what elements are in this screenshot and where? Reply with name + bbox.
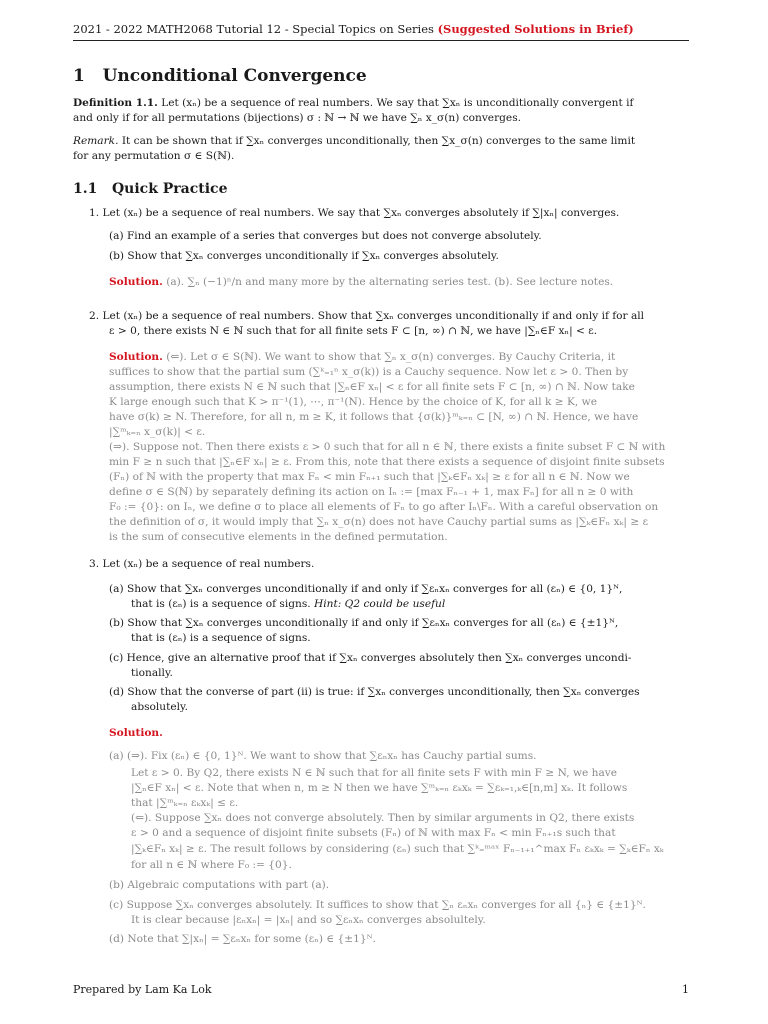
q2-stem-line-1: 2. Let (xₙ) be a sequence of real numbers. Show that ∑xₙ converges unconditionally if and only if for all (89, 310, 645, 322)
subsection-title: Quick Practice (111, 181, 228, 197)
q3-solution-a-line-4: that |∑ᵐₖ₌ₙ εₖxₖ| ≤ ε. (131, 797, 239, 809)
header-title: 2021 - 2022 MATH2068 Tutorial 12 - Special Topics on Series (73, 22, 438, 36)
q1-solution: Solution. (a). ∑ₙ (−1)ⁿ/n and many more by the alternating series test. (b). See lecture notes. (109, 276, 614, 288)
q3-solution-c-line-1: (c) Suppose ∑xₙ converges absolutely. It suffices to show that ∑ₙ εₙxₙ converges for all {ₙ} ∈ {±1}ᴺ. (109, 899, 646, 911)
q2-solution-line-12: the definition of σ, it would imply that ∑ₙ x_σ(n) does not have Cauchy partial sums as |∑ₖ∈Fₙ xₖ| ≥ ε (109, 516, 649, 528)
section-number: 1 (73, 66, 85, 86)
q3-solution-label: Solution. (109, 727, 163, 739)
remark-line-1: Remark. It can be shown that if ∑xₙ converges unconditionally, then ∑x_σ(n) converges to the same limit (73, 135, 636, 147)
subsection-heading (73, 181, 228, 197)
q2-solution-line-3: assumption, there exists N ∈ ℕ such that |∑ₙ∈F xₙ| < ε for all finite sets F ⊂ [n, ∞) ∩ ℕ. Now take (109, 381, 635, 393)
q3-stem: 3. Let (xₙ) be a sequence of real numbers. (89, 558, 315, 570)
q3-part-a-line-1: (a) Show that ∑xₙ converges unconditionally if and only if ∑εₙxₙ converges for all (εₙ) ∈ {0, 1}ᴺ, (109, 583, 623, 595)
running-header (73, 22, 689, 41)
q3-solution-a-line-2: Let ε > 0. By Q2, there exists N ∈ ℕ such that for all finite sets F with min F ≥ N, we have (131, 767, 618, 779)
q3-solution-a-line-7: |∑ₖ∈Fₙ xₖ| ≥ ε. The result follows by considering (εₙ) such that ∑ᵏ₌ᵐᵃˣ Fₙ₋₁₊₁^max Fₙ εₖxₖ = ∑ₖ∈Fₙ xₖ (131, 843, 664, 855)
q3-solution-a-line-8: for all n ∈ ℕ where F₀ := {0}. (131, 859, 292, 871)
q3-solution-c-line-2: It is clear because |εₙxₙ| = |xₙ| and so ∑εₙxₙ converges absolultely. (131, 914, 486, 926)
remark-line-2: for any permutation σ ∈ S(ℕ). (73, 150, 235, 162)
definition-line-2: and only if for all permutations (bijections) σ : ℕ → ℕ we have ∑ₙ x_σ(n) converges. (73, 112, 521, 124)
q2-stem-line-2: ε > 0, there exists N ∈ ℕ such that for all finite sets F ⊂ [n, ∞) ∩ ℕ, we have |∑ₙ∈F xₙ| < ε. (109, 325, 598, 337)
section-heading (73, 66, 367, 86)
q2-solution-line-10: define σ ∈ S(ℕ) by separately defining its action on Iₙ := [max Fₙ₋₁ + 1, max Fₙ] for all n ≥ 0 with (109, 486, 634, 498)
q3-part-d-line-2: absolutely. (131, 701, 188, 713)
page-footer (73, 983, 689, 996)
q2-solution-line-4: K large enough such that K > π⁻¹(1), ⋯, π⁻¹(N). Hence by the choice of K, for all k ≥ K, we (109, 396, 597, 408)
q3-part-b-line-2: that is (εₙ) is a sequence of signs. (131, 632, 311, 644)
section-title: Unconditional Convergence (102, 66, 367, 86)
q3-solution-b: (b) Algebraic computations with part (a). (109, 879, 330, 891)
q3-part-c-line-1: (c) Hence, give an alternative proof that if ∑xₙ converges absolutely then ∑xₙ converges uncondi- (109, 652, 632, 664)
q3-part-a-line-2: that is (εₙ) is a sequence of signs. Hint: Q2 could be useful (131, 598, 446, 610)
q1-part-b: (b) Show that ∑xₙ converges unconditionally if ∑xₙ converges absolutely. (109, 250, 499, 262)
q2-solution-line-5: have σ(k) ≥ N. Therefore, for all n, m ≥ K, it follows that {σ(k)}ᵐₖ₌ₙ ⊂ [N, ∞) ∩ ℕ. Hence, we have (109, 411, 639, 423)
q2-solution-line-8: min F ≥ n such that |∑ₙ∈F xₙ| ≥ ε. From this, note that there exists a sequence of disjoint finite subsets (109, 456, 665, 468)
definition-line-1: Definition 1.1. Let (xₙ) be a sequence of real numbers. We say that ∑xₙ is unconditionally convergent if (73, 97, 634, 109)
header-highlight: (Suggested Solutions in Brief) (437, 22, 634, 36)
q1-part-a: (a) Find an example of a series that converges but does not converge absolutely. (109, 230, 542, 242)
q3-part-d-line-1: (d) Show that the converse of part (ii) is true: if ∑xₙ converges unconditionally, then ∑xₙ converges (109, 686, 640, 698)
q3-solution-a-line-6: ε > 0 and a sequence of disjoint finite subsets (Fₙ) of ℕ with max Fₙ < min Fₙ₊₁s such that (131, 827, 616, 839)
q3-hint: Hint: Q2 could be useful (310, 598, 446, 610)
q2-solution-line-7: (⇒). Suppose not. Then there exists ε > 0 such that for all n ∈ ℕ, there exists a finite subset F ⊂ ℕ with (109, 441, 666, 453)
q2-solution-line-6: |∑ᵐₖ₌ₙ x_σ(k)| < ε. (109, 426, 206, 438)
q2-solution-line-13: is the sum of consecutive elements in the defined permutation. (109, 531, 448, 543)
q1-stem: 1. Let (xₙ) be a sequence of real numbers. We say that ∑xₙ converges absolutely if ∑|xₙ| converges. (89, 207, 620, 219)
subsection-number: 1.1 (73, 181, 98, 197)
q3-part-c-line-2: tionally. (131, 667, 173, 679)
q2-solution-line-2: suffices to show that the partial sum (∑ᵏ₌₁ⁿ x_σ(k)) is a Cauchy sequence. Now let ε > 0. Then by (109, 366, 629, 378)
solution-label: Solution. (109, 351, 163, 363)
q2-solution-line-9: (Fₙ) of ℕ with the property that max Fₙ < min Fₙ₊₁ such that |∑ₖ∈Fₙ xₖ| ≥ ε for all n ∈ ℕ. Now we (109, 471, 630, 483)
q3-solution-a-line-5: (⇐). Suppose ∑xₙ does not converge absolutely. Then by similar arguments in Q2, there exists (131, 812, 635, 824)
page-number: 1 (682, 983, 689, 996)
q2-solution-line-11: F₀ := {0}: on Iₙ, we define σ to place all elements of Fₙ to go after Iₙ\Fₙ. With a careful observation on (109, 501, 659, 513)
q3-part-b-line-1: (b) Show that ∑xₙ converges unconditionally if and only if ∑εₙxₙ converges for all (εₙ) ∈ {±1}ᴺ, (109, 617, 619, 629)
q3-solution-d: (d) Note that ∑|xₙ| = ∑εₙxₙ for some (εₙ) ∈ {±1}ᴺ. (109, 933, 376, 945)
q3-solution-a-line-1: (a) (⇒). Fix (εₙ) ∈ {0, 1}ᴺ. We want to show that ∑εₙxₙ has Cauchy partial sums. (109, 750, 537, 762)
q2-solution-line-1: Solution. (⇐). Let σ ∈ S(ℕ). We want to show that ∑ₙ x_σ(n) converges. By Cauchy Criteria, it (109, 351, 616, 363)
footer-author: Prepared by Lam Ka Lok (73, 983, 212, 996)
remark-label: Remark. (73, 135, 119, 147)
definition-label: Definition 1.1. (73, 97, 158, 109)
q3-solution-a-line-3: |∑ₙ∈F xₙ| < ε. Note that when n, m ≥ N then we have ∑ᵐₖ₌ₙ εₖxₖ = ∑εₖ₌₁,ₖ∈[n,m] xₖ. It follows (131, 782, 628, 794)
solution-label: Solution. (109, 276, 163, 288)
